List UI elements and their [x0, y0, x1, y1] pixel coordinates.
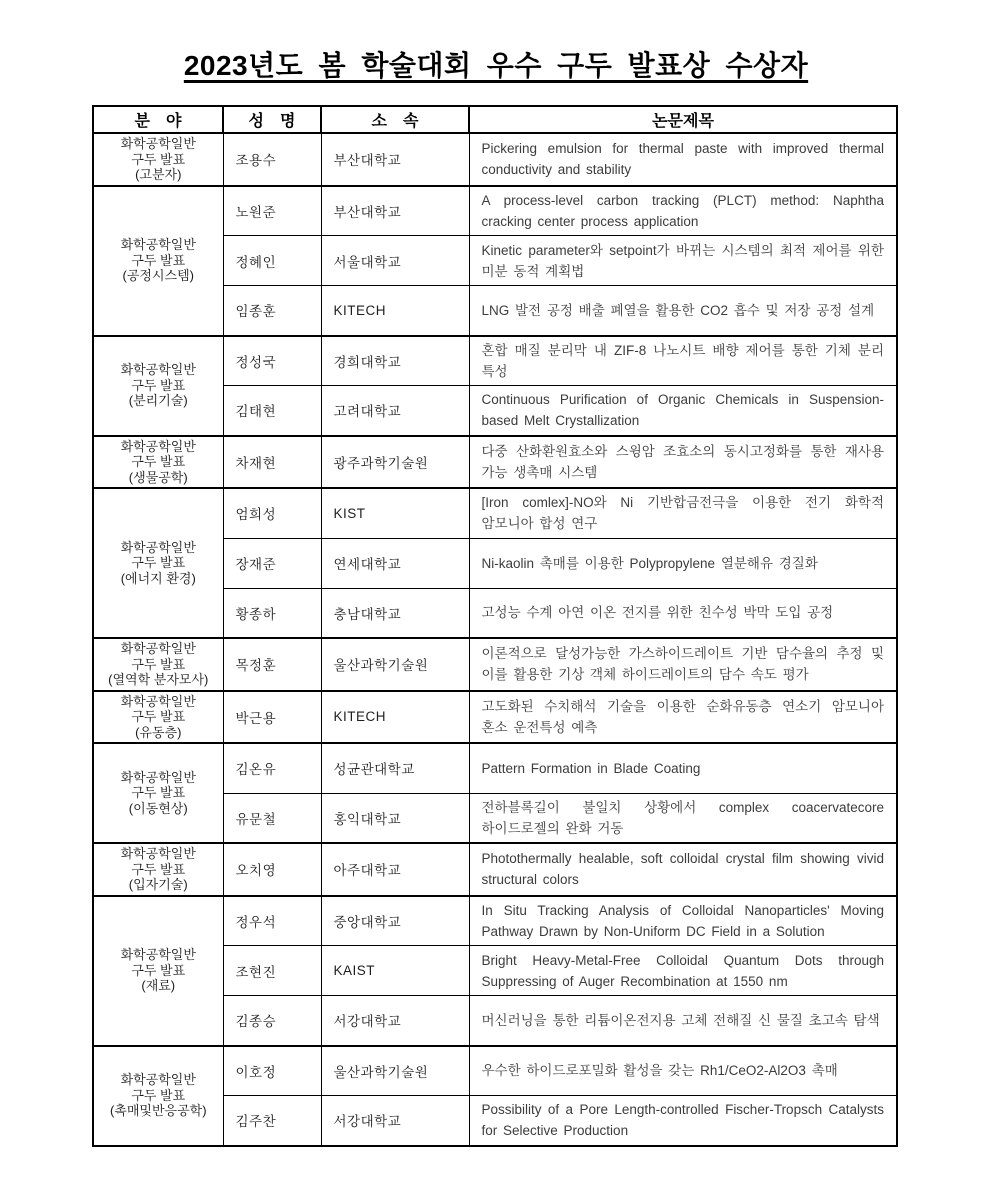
field-line: 화학공학일반: [120, 237, 196, 253]
table-row: [93, 436, 897, 489]
affiliation-cell: 울산과학기술원: [321, 638, 469, 691]
name-cell: 노원준: [223, 186, 321, 236]
paper-title-cell: Pattern Formation in Blade Coating: [469, 743, 897, 793]
header-row: [93, 106, 897, 133]
field-cell: [93, 336, 223, 436]
field-line: (생물공학): [128, 469, 188, 485]
table-row: [93, 743, 897, 793]
field-line: 화학공학일반: [120, 846, 196, 861]
field-cell: [93, 488, 223, 638]
field-line: (이동현상): [128, 800, 188, 816]
col-header-paper-title: 논문제목: [469, 106, 897, 133]
name-cell: 황종하: [223, 588, 321, 638]
affiliation-cell: 중앙대학교: [321, 896, 469, 946]
table-row: [93, 336, 897, 386]
field-line: (유동층): [135, 724, 182, 740]
name-cell: 정혜인: [223, 236, 321, 286]
field-line: 구두 발표: [131, 151, 186, 167]
affiliation-cell: KITECH: [321, 286, 469, 336]
field-line: 구두 발표: [131, 377, 186, 393]
paper-title-cell: Pickering emulsion for thermal paste with improved thermal conductivity and stability: [469, 133, 897, 186]
table-row: [93, 186, 897, 236]
affiliation-cell: 서울대학교: [321, 236, 469, 286]
field-cell: [93, 843, 223, 896]
paper-title-cell: LNG 발전 공정 배출 폐열을 활용한 CO2 흡수 및 저장 공정 설계: [469, 286, 897, 336]
paper-title-cell: A process-level carbon tracking (PLCT) method: Naphtha cracking center process application: [469, 186, 897, 236]
paper-title-cell: Ni-kaolin 촉매를 이용한 Polypropylene 열분해유 경질화: [469, 538, 897, 588]
table-row: [93, 638, 897, 691]
col-header-field: 분 야: [93, 106, 223, 133]
name-cell: 정성국: [223, 336, 321, 386]
field-line: 구두 발표: [131, 252, 186, 268]
field-line: (공정시스템): [122, 268, 194, 284]
affiliation-cell: 성균관대학교: [321, 743, 469, 793]
field-line: 화학공학일반: [120, 641, 196, 656]
name-cell: 김태현: [223, 386, 321, 436]
col-header-name: 성 명: [223, 106, 321, 133]
field-line: (재료): [141, 978, 176, 994]
paper-title-cell: In Situ Tracking Analysis of Colloidal Nanoparticles' Moving Pathway Drawn by Non-Uniform DC Field in a Solution: [469, 896, 897, 946]
affiliation-cell: KAIST: [321, 946, 469, 996]
name-cell: 차재현: [223, 436, 321, 489]
table-row: [93, 691, 897, 744]
paper-title-cell: [Iron comlex]-NO와 Ni 기반합금전극을 이용한 전기 화학적 암모니아 합성 연구: [469, 488, 897, 538]
field-line: 구두 발표: [131, 1087, 186, 1103]
table-row: [93, 896, 897, 946]
field-cell: [93, 691, 223, 744]
award-winners-table: [92, 105, 898, 1147]
field-line: (에너지 환경): [120, 570, 196, 586]
field-line: 구두 발표: [131, 555, 186, 571]
paper-title-cell: Continuous Purification of Organic Chemicals in Suspension-based Melt Crystallization: [469, 386, 897, 436]
affiliation-cell: 부산대학교: [321, 186, 469, 236]
document-page: [0, 44, 992, 1177]
table-row: [93, 843, 897, 896]
field-line: 구두 발표: [131, 656, 186, 672]
table-row: [93, 1046, 897, 1096]
col-header-affiliation: 소 속: [321, 106, 469, 133]
field-line: 구두 발표: [131, 962, 186, 978]
field-cell: [93, 436, 223, 489]
affiliation-cell: 아주대학교: [321, 843, 469, 896]
paper-title-cell: 고도화된 수치해석 기술을 이용한 순화유동층 연소기 암모니아 혼소 운전특성 예측: [469, 691, 897, 744]
name-cell: 박근용: [223, 691, 321, 744]
field-line: 구두 발표: [131, 861, 186, 877]
field-cell: [93, 743, 223, 843]
affiliation-cell: 서강대학교: [321, 1096, 469, 1146]
field-line: (고분자): [135, 167, 182, 182]
field-line: 화학공학일반: [120, 693, 196, 709]
field-line: 화학공학일반: [120, 136, 196, 151]
name-cell: 조현진: [223, 946, 321, 996]
field-line: (열역학 분자모사): [108, 672, 209, 687]
affiliation-cell: KITECH: [321, 691, 469, 744]
affiliation-cell: 부산대학교: [321, 133, 469, 186]
field-line: 구두 발표: [131, 785, 186, 801]
name-cell: 조용수: [223, 133, 321, 186]
affiliation-cell: 광주과학기술원: [321, 436, 469, 489]
field-line: 화학공학일반: [120, 947, 196, 963]
table-row: [93, 488, 897, 538]
paper-title-cell: 전하블록길이 불일치 상황에서 complex coacervatecore 하이드로젤의 완화 거동: [469, 793, 897, 843]
affiliation-cell: 경희대학교: [321, 336, 469, 386]
affiliation-cell: 홍익대학교: [321, 793, 469, 843]
name-cell: 장재준: [223, 538, 321, 588]
name-cell: 엄희성: [223, 488, 321, 538]
affiliation-cell: 고려대학교: [321, 386, 469, 436]
field-line: 화학공학일반: [120, 362, 196, 378]
field-cell: [93, 186, 223, 336]
field-line: (입자기술): [128, 877, 188, 892]
affiliation-cell: 연세대학교: [321, 538, 469, 588]
page-title: 2023년도 봄 학술대회 우수 구두 발표상 수상자: [183, 50, 809, 81]
name-cell: 오치영: [223, 843, 321, 896]
paper-title-cell: 머신러닝을 통한 리튬이온전지용 고체 전해질 신 물질 초고속 탐색: [469, 996, 897, 1046]
field-line: 구두 발표: [131, 454, 186, 469]
name-cell: 목정훈: [223, 638, 321, 691]
field-line: (분리기술): [128, 393, 188, 409]
affiliation-cell: 울산과학기술원: [321, 1046, 469, 1096]
name-cell: 김주찬: [223, 1096, 321, 1146]
name-cell: 김온유: [223, 743, 321, 793]
field-cell: [93, 1046, 223, 1146]
paper-title-cell: Photothermally healable, soft colloidal crystal film showing vivid structural colors: [469, 843, 897, 896]
field-cell: [93, 133, 223, 186]
paper-title-cell: 고성능 수계 아연 이온 전지를 위한 친수성 박막 도입 공정: [469, 588, 897, 638]
affiliation-cell: 충남대학교: [321, 588, 469, 638]
name-cell: 김종승: [223, 996, 321, 1046]
name-cell: 유문철: [223, 793, 321, 843]
field-line: 구두 발표: [131, 709, 186, 724]
name-cell: 정우석: [223, 896, 321, 946]
affiliation-cell: KIST: [321, 488, 469, 538]
paper-title-cell: 혼합 매질 분리막 내 ZIF-8 나노시트 배향 제어를 통한 기체 분리 특성: [469, 336, 897, 386]
paper-title-cell: Bright Heavy-Metal-Free Colloidal Quantum Dots through Suppressing of Auger Recombination at 1550 nm: [469, 946, 897, 996]
field-line: 화학공학일반: [120, 539, 196, 555]
field-line: 화학공학일반: [120, 769, 196, 785]
paper-title-cell: 우수한 하이드로포밀화 활성을 갖는 Rh1/CeO2-Al2O3 촉매: [469, 1046, 897, 1096]
field-line: 화학공학일반: [120, 1072, 196, 1088]
name-cell: 이호정: [223, 1046, 321, 1096]
paper-title-cell: Kinetic parameter와 setpoint가 바뀌는 시스템의 최적 제어를 위한 미분 동적 계획법: [469, 236, 897, 286]
affiliation-cell: 서강대학교: [321, 996, 469, 1046]
table-row: [93, 133, 897, 186]
paper-title-cell: Possibility of a Pore Length-controlled Fischer-Tropsch Catalysts for Selective Production: [469, 1096, 897, 1146]
field-cell: [93, 638, 223, 691]
paper-title-cell: 다중 산화환원효소와 스윙암 조효소의 동시고정화를 통한 재사용 가능 생촉매 시스템: [469, 436, 897, 489]
field-line: (촉매및반응공학): [109, 1103, 207, 1119]
name-cell: 임종훈: [223, 286, 321, 336]
paper-title-cell: 이론적으로 달성가능한 가스하이드레이트 기반 담수율의 추정 및 이를 활용한 기상 객체 하이드레이트의 담수 속도 평가: [469, 638, 897, 691]
field-cell: [93, 896, 223, 1046]
field-line: 화학공학일반: [120, 438, 196, 454]
